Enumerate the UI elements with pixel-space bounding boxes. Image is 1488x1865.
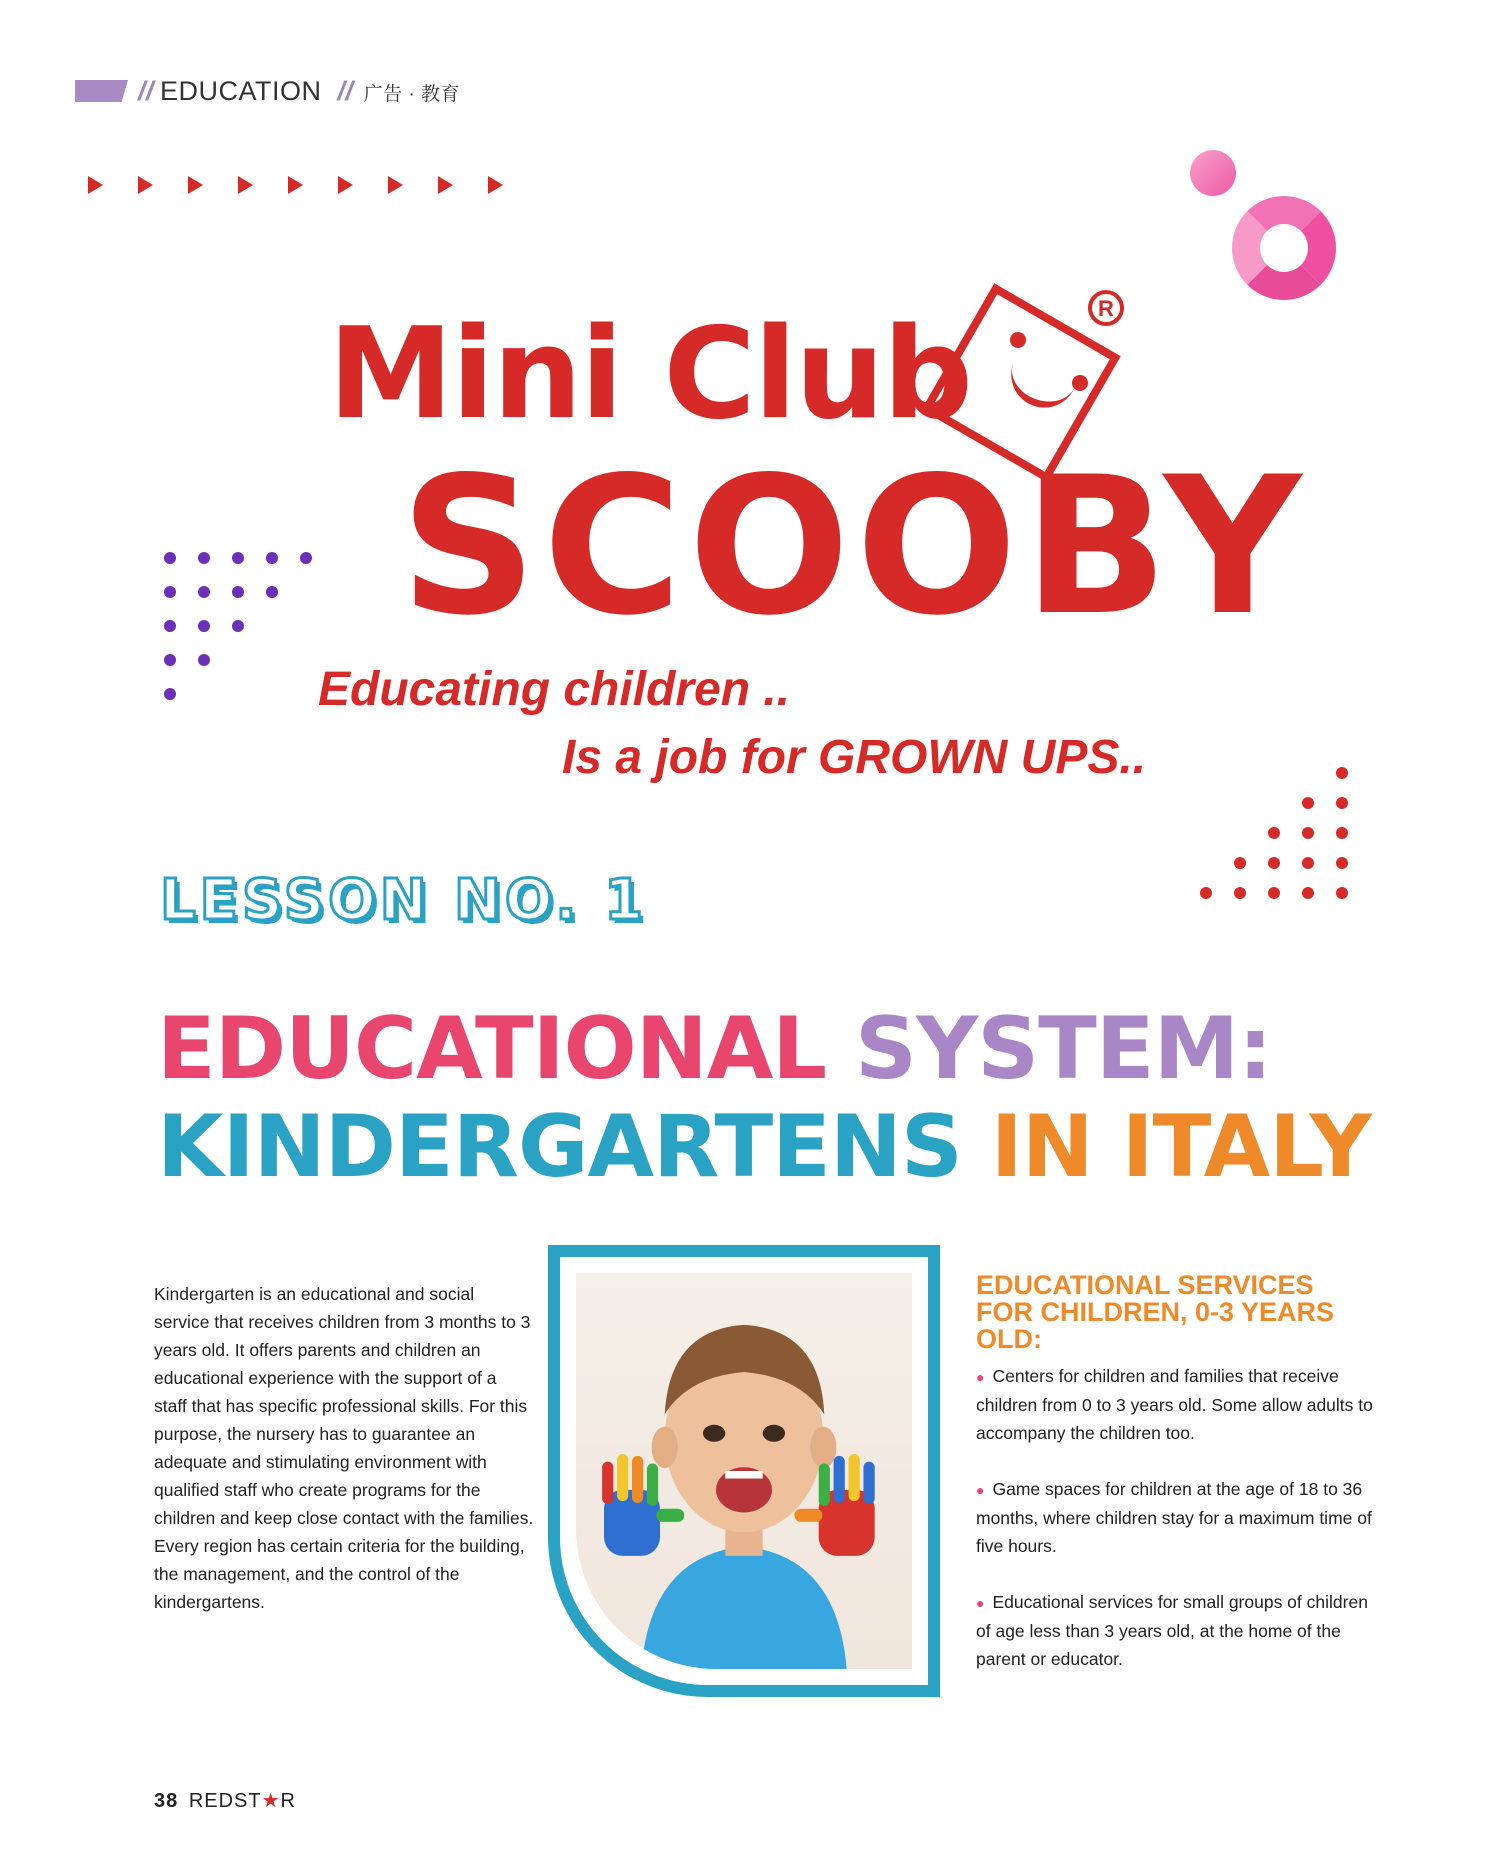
red-dot [1234,887,1246,899]
arrow-icon [188,176,203,194]
star-icon: ★ [261,1790,281,1812]
page-title [157,1000,1371,1196]
title-kindergartens: KINDERGARTENS [157,1097,962,1198]
arrow-icon [288,176,303,194]
section-label-cn: 广告 · 教育 [363,84,460,105]
bullet-icon: ● [976,1482,985,1498]
decorative-pink-ring [1232,196,1336,300]
purple-dot [164,620,176,632]
red-dot [1268,857,1280,869]
child-photo [576,1273,912,1669]
header-accent-bar [75,80,128,102]
child-photo-illustration [576,1273,912,1669]
purple-dot [266,552,278,564]
purple-dot [164,688,176,700]
purple-dot [232,620,244,632]
red-dot [1268,827,1280,839]
brand-text-a: REDST [188,1790,262,1812]
services-list [976,1362,1376,1701]
arrow-icon [88,176,103,194]
arrow-icon [338,176,353,194]
red-dot [1336,797,1348,809]
arrow-icon [438,176,453,194]
magazine-brand [189,1790,296,1812]
red-dot [1302,797,1314,809]
bullet-icon: ● [976,1595,985,1611]
arrow-icon [388,176,403,194]
child-photo-frame [548,1245,940,1697]
tagline-line-1: Educating children .. [318,663,791,716]
red-dot [1302,887,1314,899]
purple-dot [198,620,210,632]
decorative-arrow-row [88,176,503,194]
brand-text-b: R [280,1790,296,1812]
red-dot [1268,887,1280,899]
purple-dot [164,586,176,598]
purple-dot [164,552,176,564]
list-item-text: Educational services for small groups of children of age less than 3 years old, at the home of the parent or educator. [976,1592,1368,1669]
header-slash: // [138,76,155,106]
red-dot [1336,887,1348,899]
purple-dot [300,552,312,564]
purple-dot [232,586,244,598]
purple-dot [198,586,210,598]
section-label: EDUCATION [160,76,322,106]
list-item-text: Game spaces for children at the age of 18 to 36 months, where children stay for a maximum time of five hours. [976,1479,1372,1556]
red-dot [1234,857,1246,869]
title-system: SYSTEM: [855,999,1272,1099]
list-item [976,1362,1376,1447]
list-item [976,1475,1376,1560]
red-dot [1336,767,1348,779]
purple-dot [198,654,210,666]
red-dot [1336,827,1348,839]
red-dot [1200,887,1212,899]
logo-mini-club: Mini Club [328,300,971,447]
title-educational: EDUCATIONAL [157,999,827,1099]
services-heading: EDUCATIONAL SERVICES FOR CHILDREN, 0-3 YEARS OLD: [976,1270,1335,1354]
decorative-pink-dot [1190,150,1236,196]
registered-mark: R [1088,290,1124,326]
purple-dot [164,654,176,666]
arrow-icon [238,176,253,194]
list-item-text: Centers for children and families that receive children from 0 to 3 years old. Some allow adults to accompany the children too. [976,1366,1373,1443]
title-in-italy: IN ITALY [990,1097,1371,1198]
page-footer [154,1788,296,1813]
list-item [976,1588,1376,1673]
purple-dot [266,586,278,598]
header-slash-2: // [337,76,354,106]
section-header [138,76,460,107]
red-dot [1302,857,1314,869]
red-dot [1336,857,1348,869]
bullet-icon: ● [976,1369,985,1385]
page-number: 38 [154,1790,179,1812]
purple-dot [232,552,244,564]
intro-paragraph: Kindergarten is an educational and social service that receives children from 3 months to 3 years old. It offers parents and children an educational experience with the support of a staff that has specific professional skills. For this purpose, the nursery has to guarantee an adequate and stimulating environment with qualified staff who create programs for the children and keep close contact with the families. Every region has certain criteria for the building, the management, and the control of the kindergartens. [154,1284,534,1612]
logo-eye-icon [1010,332,1026,348]
purple-dot [198,552,210,564]
title-line-2 [157,1098,1371,1196]
tagline-line-2: Is a job for GROWN UPS.. [562,731,1147,784]
arrow-icon [488,176,503,194]
lesson-heading: LESSON NO. 1 [160,868,648,933]
title-line-1 [157,1000,1371,1098]
logo-scooby: SCOOBY [400,436,1308,657]
arrow-icon [138,176,153,194]
red-dot [1302,827,1314,839]
